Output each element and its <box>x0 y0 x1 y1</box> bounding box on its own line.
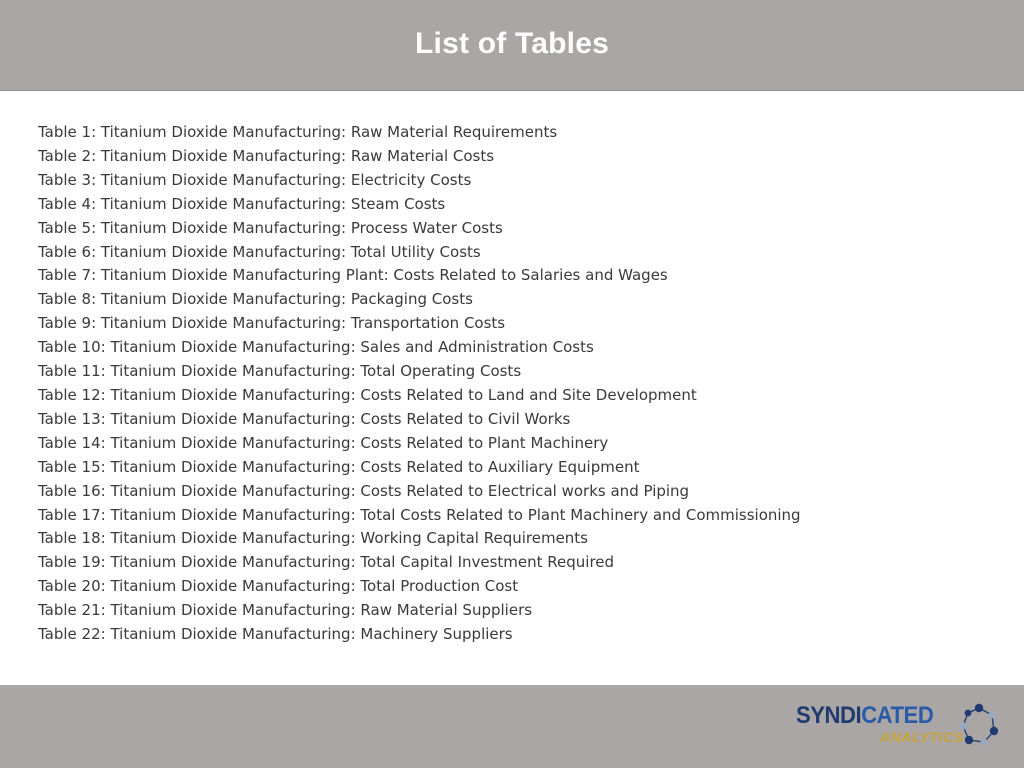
logo-wordmark-part-2: CATED <box>861 702 934 729</box>
list-item: Table 10: Titanium Dioxide Manufacturing: Sales and Administration Costs <box>38 338 594 357</box>
list-item: Table 7: Titanium Dioxide Manufacturing Plant: Costs Related to Salaries and Wages <box>38 266 668 285</box>
company-logo <box>796 700 1006 750</box>
list-item: Table 5: Titanium Dioxide Manufacturing: Process Water Costs <box>38 218 503 237</box>
list-item: Table 16: Titanium Dioxide Manufacturing: Costs Related to Electrical works and Piping <box>38 481 690 500</box>
molecule-ring-icon <box>956 702 1002 748</box>
list-item: Table 17: Titanium Dioxide Manufacturing: Total Costs Related to Plant Machinery and Commissioning <box>38 505 801 524</box>
table-list <box>38 121 988 647</box>
logo-wordmark-part-1: SYNDI <box>796 702 862 729</box>
header-divider <box>0 90 1024 91</box>
list-item: Table 8: Titanium Dioxide Manufacturing: Packaging Costs <box>38 290 473 309</box>
list-item: Table 6: Titanium Dioxide Manufacturing: Total Utility Costs <box>38 242 481 261</box>
list-item: Table 13: Titanium Dioxide Manufacturing: Costs Related to Civil Works <box>38 409 571 428</box>
list-item: Table 4: Titanium Dioxide Manufacturing: Steam Costs <box>38 194 446 213</box>
page-title: List of Tables <box>415 27 609 60</box>
list-item: Table 21: Titanium Dioxide Manufacturing: Raw Material Suppliers <box>38 601 533 620</box>
list-item: Table 20: Titanium Dioxide Manufacturing: Total Production Cost <box>38 577 519 596</box>
list-item: Table 9: Titanium Dioxide Manufacturing: Transportation Costs <box>38 314 506 333</box>
list-item: Table 1: Titanium Dioxide Manufacturing: Raw Material Requirements <box>38 123 558 141</box>
table-list-container <box>38 121 988 647</box>
logo-subtitle: ANALYTICS <box>880 729 964 745</box>
list-item: Table 2: Titanium Dioxide Manufacturing: Raw Material Costs <box>38 146 495 165</box>
header-band <box>0 0 1024 90</box>
list-item: Table 22: Titanium Dioxide Manufacturing: Machinery Suppliers <box>38 625 513 644</box>
list-item: Table 3: Titanium Dioxide Manufacturing: Electricity Costs <box>38 170 472 189</box>
list-item: Table 12: Titanium Dioxide Manufacturing: Costs Related to Land and Site Development <box>38 385 697 404</box>
list-item: Table 18: Titanium Dioxide Manufacturing: Working Capital Requirements <box>38 529 588 548</box>
list-item: Table 11: Titanium Dioxide Manufacturing: Total Operating Costs <box>38 362 522 381</box>
list-item: Table 19: Titanium Dioxide Manufacturing: Total Capital Investment Required <box>38 553 615 572</box>
list-item: Table 14: Titanium Dioxide Manufacturing: Costs Related to Plant Machinery <box>38 433 609 452</box>
logo-wordmark <box>796 702 933 730</box>
list-item: Table 15: Titanium Dioxide Manufacturing: Costs Related to Auxiliary Equipment <box>38 457 640 476</box>
